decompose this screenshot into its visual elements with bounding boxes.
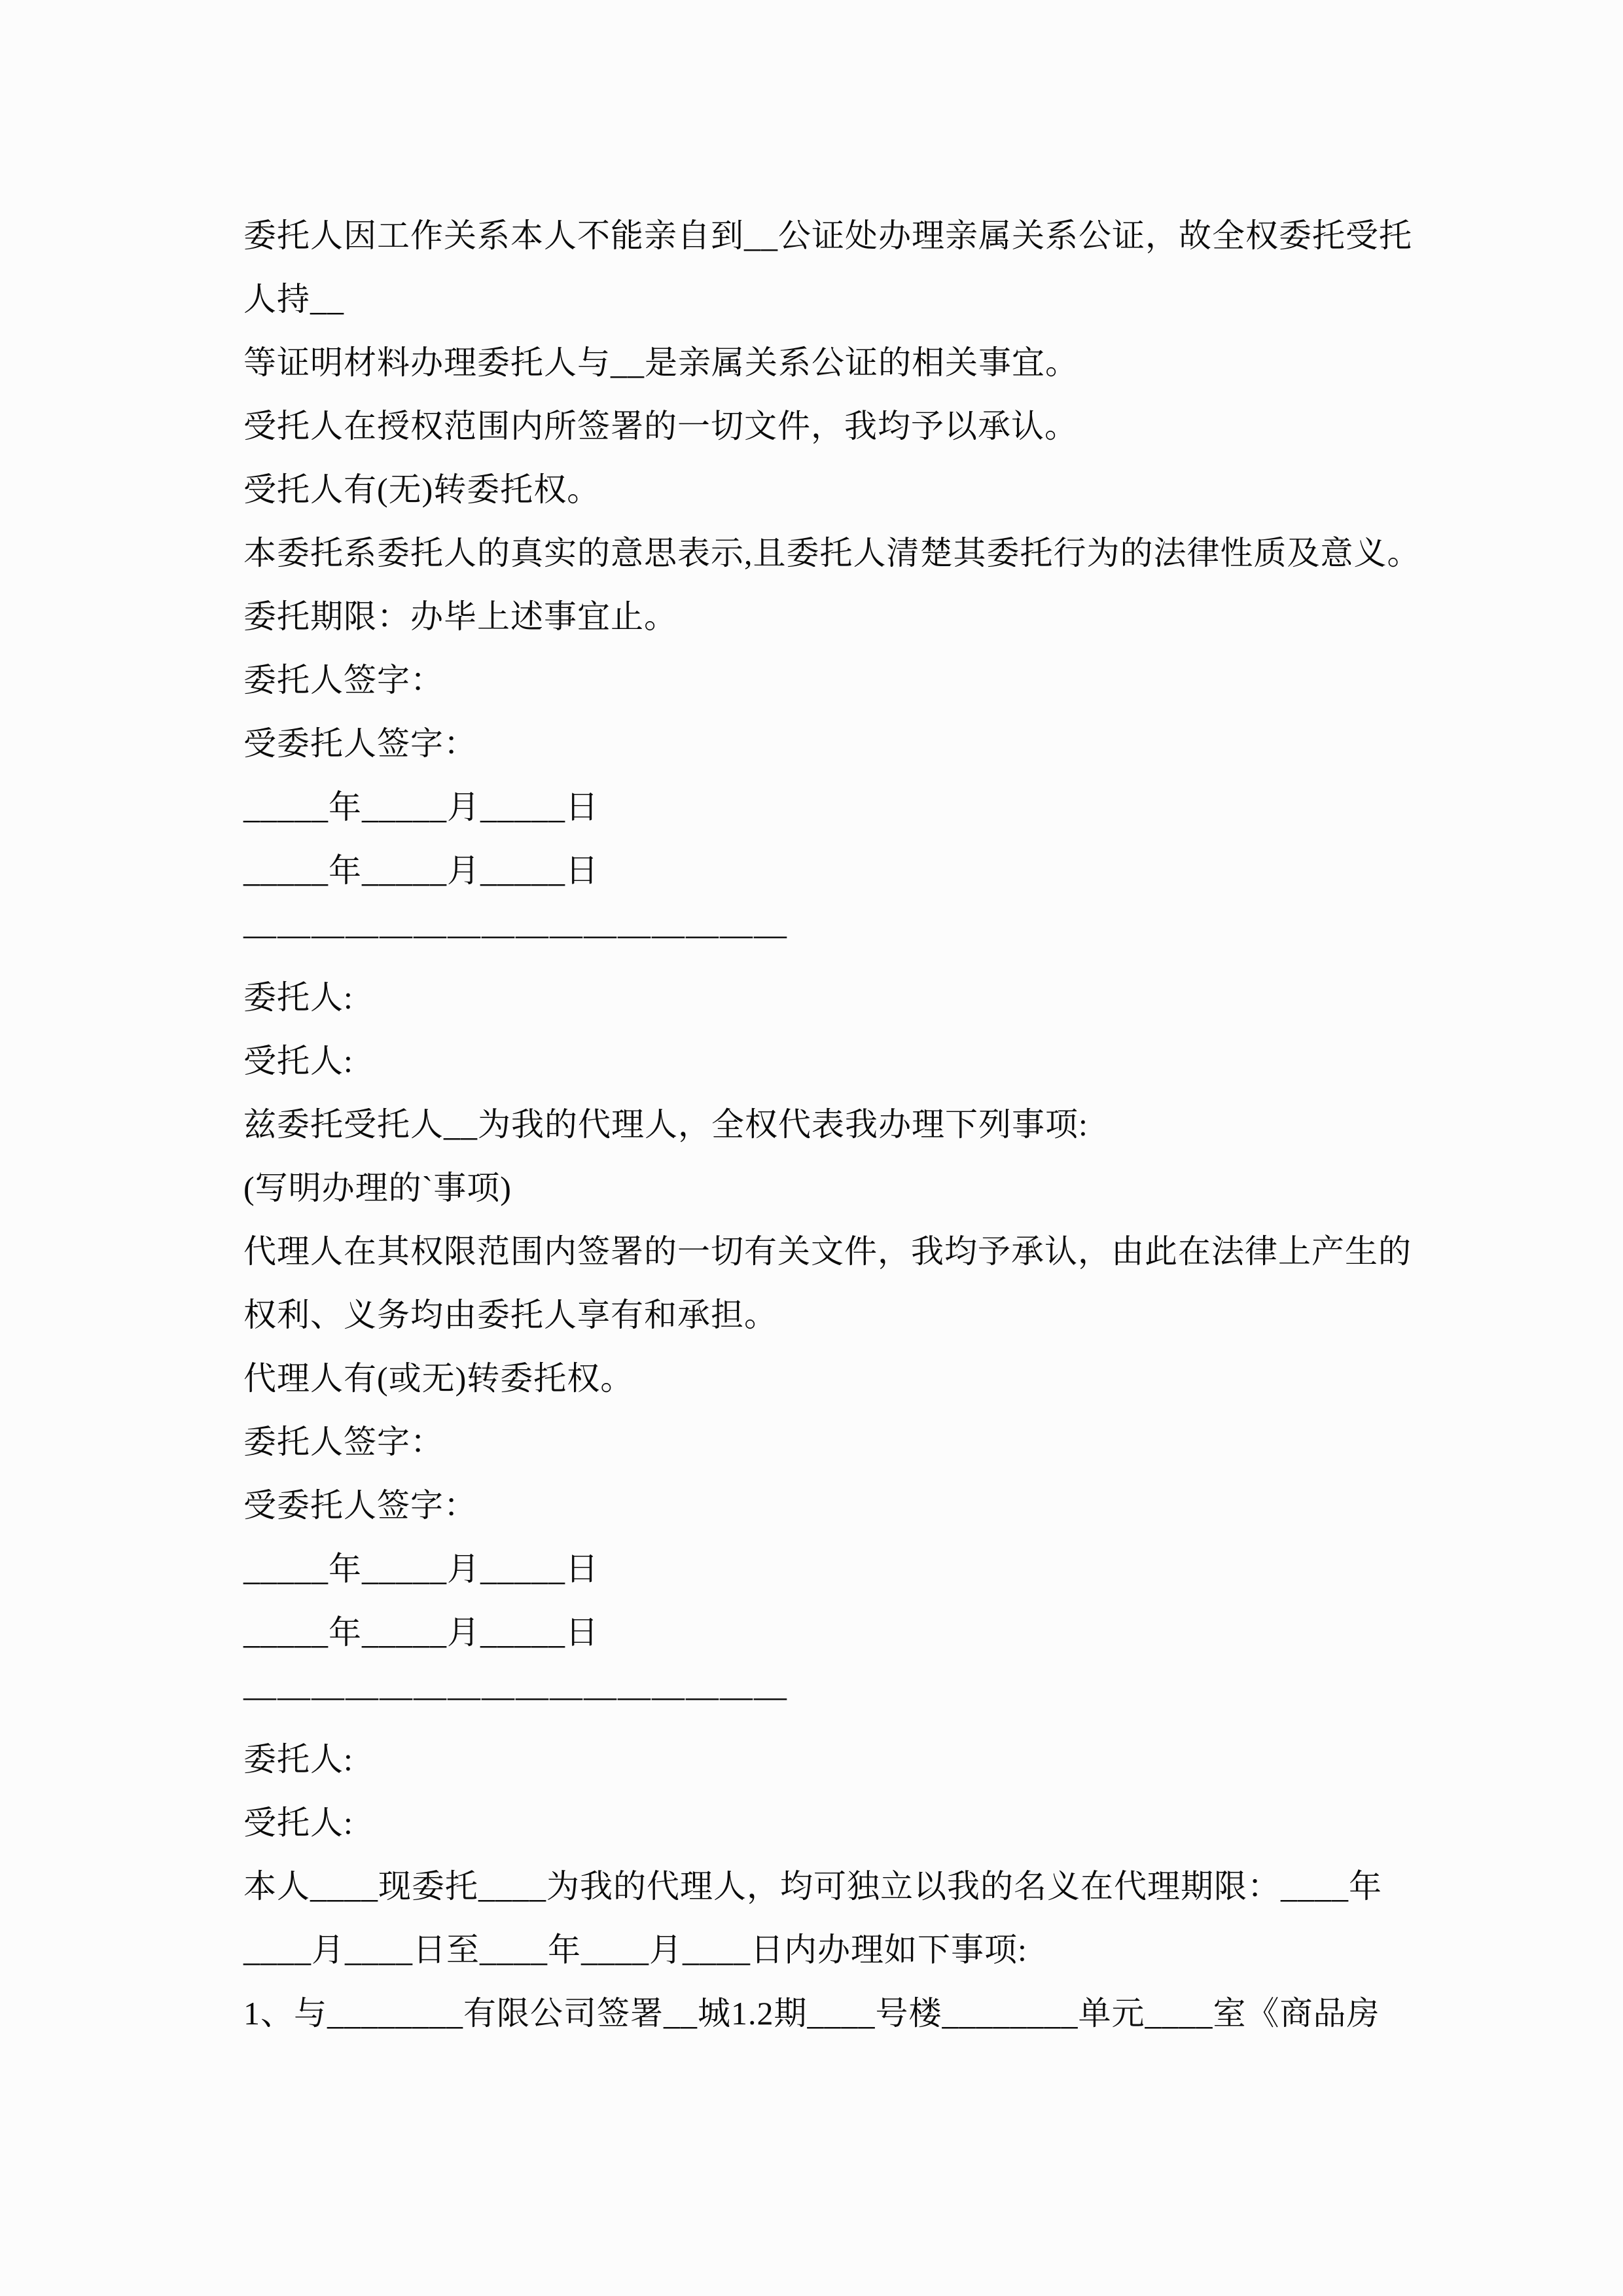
signature-label-line: 受委托人签字： — [243, 725, 477, 762]
separator-line: ———————————————— — [243, 1677, 788, 1714]
text-line: 委托人因工作关系本人不能亲自到__公证处办理亲属关系公证，故全权委托受托 — [243, 217, 1412, 254]
text-line: 委托期限：办毕上述事宜止。 — [243, 598, 677, 635]
date-blank-line: _____年_____月_____日 — [243, 789, 599, 825]
text-line: 代理人有(或无)转委托权。 — [243, 1360, 634, 1397]
party-label-line: 委托人: — [243, 1741, 353, 1778]
text-line: 本委托系委托人的真实的意思表示,且委托人清楚其委托行为的法律性质及意义。 — [243, 535, 1421, 571]
text-line: 1、与________有限公司签署__城1.2期____号楼________单元____室《商品房 — [243, 1995, 1380, 2032]
text-line: 受托人在授权范围内所签署的一切文件，我均予以承认。 — [243, 408, 1078, 444]
text-line: 代理人在其权限范围内签署的一切有关文件，我均予承认，由此在法律上产生的 — [243, 1233, 1412, 1270]
date-blank-line: _____年_____月_____日 — [243, 1551, 599, 1587]
signature-label-line: 委托人签字： — [243, 662, 444, 698]
separator-line: ———————————————— — [243, 916, 788, 952]
text-line: 权利、义务均由委托人享有和承担。 — [243, 1297, 777, 1333]
text-line: 等证明材料办理委托人与__是亲属关系公证的相关事宜。 — [243, 344, 1079, 381]
text-line: (写明办理的`事项) — [243, 1170, 512, 1206]
text-line: 本人____现委托____为我的代理人，均可独立以我的名义在代理期限：____年 — [243, 1868, 1382, 1905]
date-blank-line: _____年_____月_____日 — [243, 852, 599, 889]
text-line: 兹委托受托人__为我的代理人，全权代表我办理下列事项: — [243, 1106, 1088, 1143]
party-label-line: 受托人: — [243, 1804, 353, 1841]
signature-label-line: 受委托人签字： — [243, 1487, 477, 1524]
text-line: ____月____日至____年____月____日内办理如下事项: — [243, 1931, 1027, 1968]
text-line: 受托人有(无)转委托权。 — [243, 471, 601, 508]
party-label-line: 受托人: — [243, 1043, 353, 1079]
text-line: 人持__ — [243, 281, 344, 317]
signature-label-line: 委托人签字： — [243, 1424, 444, 1460]
date-blank-line: _____年_____月_____日 — [243, 1614, 599, 1651]
party-label-line: 委托人: — [243, 979, 353, 1016]
